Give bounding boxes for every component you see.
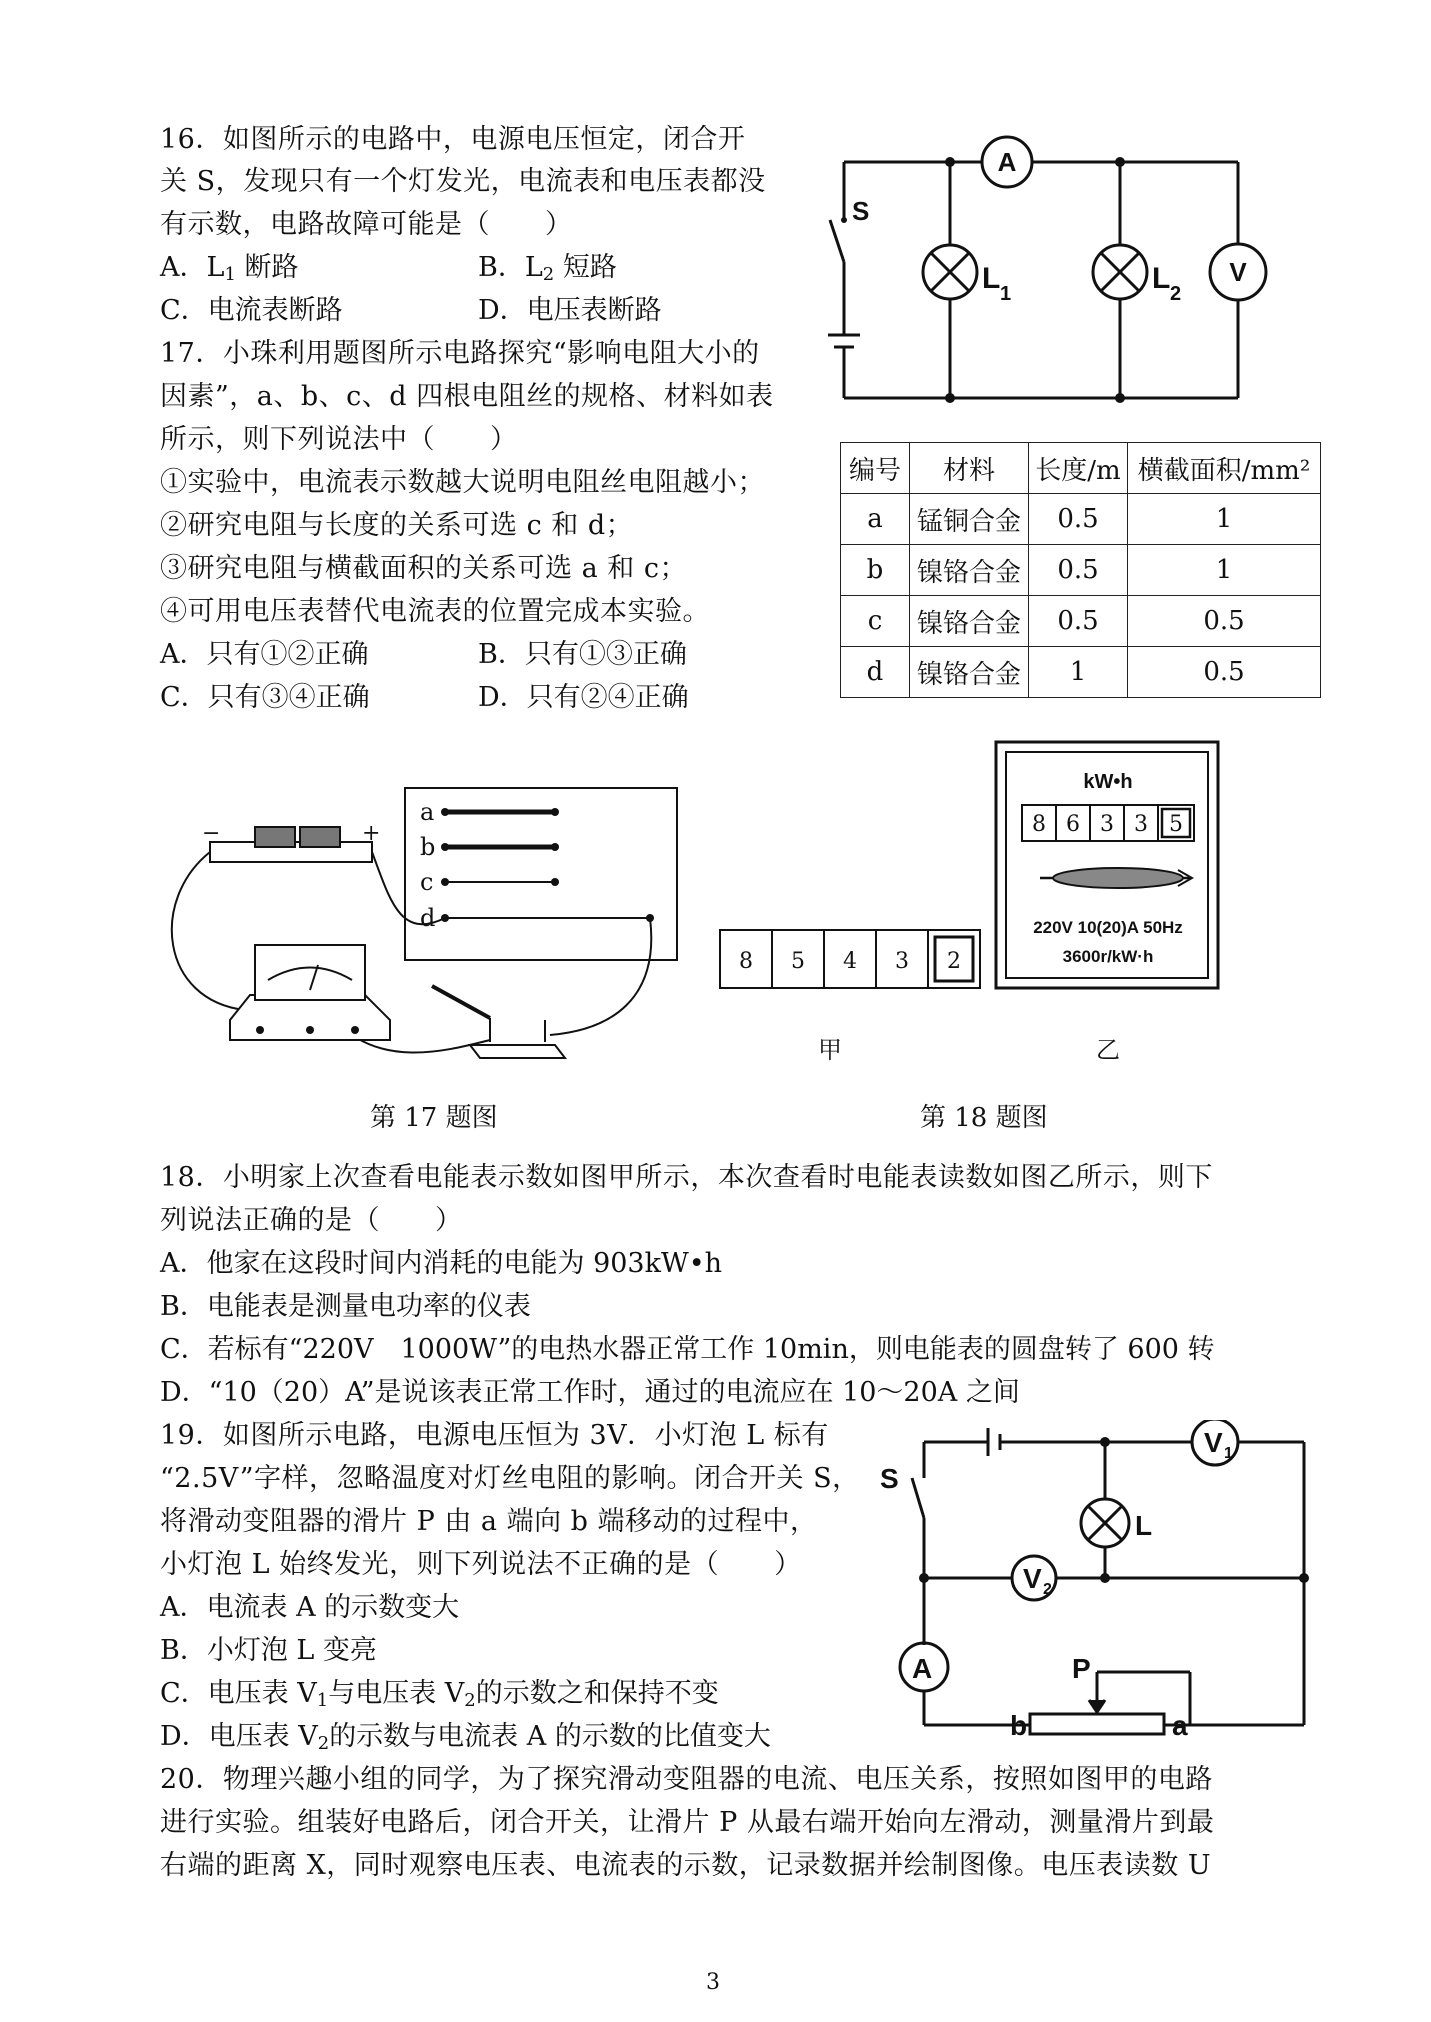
q16-line-3: 有示数，电路故障可能是（ ） (160, 209, 573, 240)
table-cell: 0.5 (1029, 545, 1128, 596)
table-cell: 0.5 (1128, 647, 1321, 698)
q20-line-1: 20．物理兴趣小组的同学，为了探究滑动变阻器的电流、电压关系，按照如图甲的电路 (160, 1764, 1213, 1795)
table-header: 横截面积/mm² (1128, 443, 1321, 494)
q17-fig-label-b: b (420, 833, 436, 861)
q19-circuit-diagram (860, 1420, 1320, 1740)
q16-line-1: 16．如图所示的电路中，电源电压恒定，闭合开 (160, 124, 746, 155)
q16-option-a[interactable]: A．$L_1$ 断路 (160, 252, 299, 285)
q19-end-a-label: a (1172, 1710, 1188, 1740)
q18-option-a[interactable]: A．他家在这段时间内消耗的电能为 903kW•h (160, 1248, 723, 1279)
table-cell: 1 (1029, 647, 1128, 698)
jia-digit: 5 (791, 949, 805, 974)
q19-end-b-label: b (1010, 1710, 1028, 1740)
table-header: 材料 (910, 443, 1029, 494)
q16-option-b[interactable]: B．$L_2$ 短路 (478, 252, 617, 285)
table-cell: 1 (1128, 545, 1321, 596)
yi-digit: 3 (1134, 812, 1148, 837)
q19-line-4: 小灯泡 L 始终发光，则下列说法不正确的是（ ） (160, 1549, 802, 1580)
q20-line-3: 右端的距离 X，同时观察电压表、电流表的示数，记录数据并绘制图像。电压表读数 U (160, 1850, 1212, 1881)
meter-rev: 3600r/kW·h (1062, 947, 1154, 966)
q17-statement-4: ④可用电压表替代电流表的位置完成本实验。 (160, 596, 710, 627)
table-cell: a (841, 494, 910, 545)
q19-line-1: 19．如图所示电路，电源电压恒为 3V．小灯泡 L 标有 (160, 1420, 829, 1451)
meter-unit: kW•h (1083, 771, 1133, 793)
q17-statement-3: ③研究电阻与横截面积的关系可选 a 和 c； (160, 553, 687, 584)
q17-option-b[interactable]: B．只有①③正确 (478, 639, 687, 670)
q19-ammeter-label: A (912, 1653, 933, 1684)
q17-fig-label-d: d (420, 904, 436, 932)
q18-option-b[interactable]: B．电能表是测量电功率的仪表 (160, 1291, 531, 1322)
q16-ammeter-label: A (997, 147, 1017, 177)
yi-digit: 8 (1032, 812, 1046, 837)
page-number: 3 (706, 1970, 720, 1995)
q19-option-d[interactable]: D．电压表 $V_2$的示数与电流表 A 的示数的比值变大 (160, 1721, 771, 1754)
q17-option-d[interactable]: D．只有②④正确 (478, 682, 689, 713)
table-row (841, 545, 1321, 596)
table-cell: 镍铬合金 (910, 647, 1029, 698)
q17-statement-1: ①实验中，电流表示数越大说明电阻丝电阻越小； (160, 467, 765, 498)
q17-spec-table (840, 442, 1321, 698)
yi-digit: 5 (1169, 812, 1183, 837)
table-cell: d (841, 647, 910, 698)
label-yi: 乙 (1096, 1036, 1120, 1064)
q16-lamp1-label: L (982, 262, 1001, 295)
q18-fig-caption: 第 18 题图 (920, 1103, 1048, 1133)
meter-rating: 220V 10(20)A 50Hz (1033, 918, 1183, 937)
q20-line-2: 进行实验。组装好电路后，闭合开关，让滑片 P 从最右端开始向左滑动，测量滑片到最 (160, 1807, 1215, 1838)
table-row (841, 647, 1321, 698)
q19-v2-sub: 2 (1043, 1581, 1052, 1598)
table-cell: 锰铜合金 (910, 494, 1029, 545)
q16-voltmeter-label: V (1229, 257, 1247, 287)
q19-lamp-label: L (1135, 1510, 1153, 1541)
q17-fig-label-c: c (420, 868, 434, 896)
q17-line-1: 17．小珠利用题图所示电路探究“影响电阻大小的 (160, 338, 760, 369)
q18-line-1: 18．小明家上次查看电能表示数如图甲所示，本次查看时电能表读数如图乙所示，则下 (160, 1162, 1213, 1193)
q17-fig-label-a: a (420, 798, 435, 826)
q19-option-b[interactable]: B．小灯泡 L 变亮 (160, 1635, 377, 1666)
q17-option-c[interactable]: C．只有③④正确 (160, 682, 370, 713)
q17-line-2: 因素”，a、b、c、d 四根电阻丝的规格、材料如表 (160, 381, 774, 412)
yi-digit: 6 (1066, 812, 1080, 837)
q19-line-3: 将滑动变阻器的滑片 P 由 a 端向 b 端移动的过程中， (160, 1506, 818, 1537)
q17-fig-caption: 第 17 题图 (370, 1103, 498, 1133)
jia-digit: 8 (739, 949, 753, 974)
q16-option-d[interactable]: D．电压表断路 (478, 295, 662, 326)
table-header: 长度/m (1029, 443, 1128, 494)
q17-option-a[interactable]: A．只有①②正确 (160, 639, 369, 670)
q18-line-2: 列说法正确的是（ ） (160, 1205, 463, 1236)
q17-statement-2: ②研究电阻与长度的关系可选 c 和 d； (160, 510, 634, 541)
q19-v1-label: V (1204, 1427, 1223, 1458)
jia-digit: 2 (947, 949, 961, 974)
table-cell: 0.5 (1029, 596, 1128, 647)
table-cell: 1 (1128, 494, 1321, 545)
table-row (841, 596, 1321, 647)
q19-option-c[interactable]: C．电压表 $V_1$与电压表 $V_2$的示数之和保持不变 (160, 1678, 719, 1711)
table-row (841, 494, 1321, 545)
table-cell: 镍铬合金 (910, 545, 1029, 596)
q16-lamp2-sub: 2 (1170, 283, 1182, 305)
q17-line-3: 所示，则下列说法中（ ） (160, 424, 518, 455)
q19-option-a[interactable]: A．电流表 A 的示数变大 (160, 1592, 460, 1623)
q19-switch-label: S (880, 1463, 899, 1494)
q16-lamp1-sub: 1 (1000, 283, 1012, 305)
jia-digit: 4 (843, 949, 857, 974)
q19-v2-label: V (1023, 1563, 1042, 1594)
q17-apparatus-figure (150, 780, 690, 1090)
q17-battery-minus: − (202, 821, 221, 846)
table-header: 编号 (841, 443, 910, 494)
q18-option-d[interactable]: D．“10（20）A”是说该表正常工作时，通过的电流应在 10～20A 之间 (160, 1377, 1020, 1408)
q18-option-c[interactable]: C．若标有“220V 1000W”的电热水器正常工作 10min，则电能表的圆盘转了 600 转 (160, 1334, 1215, 1365)
table-cell: b (841, 545, 910, 596)
q17-battery-plus: + (362, 821, 381, 846)
table-cell: 0.5 (1029, 494, 1128, 545)
table-cell: 镍铬合金 (910, 596, 1029, 647)
q18-meter-figures (700, 740, 1240, 1080)
q16-lamp2-label: L (1152, 262, 1171, 295)
table-header-row (841, 443, 1321, 494)
q16-option-c[interactable]: C．电流表断路 (160, 295, 343, 326)
q16-circuit-diagram (820, 120, 1310, 410)
label-jia: 甲 (818, 1036, 842, 1064)
q16-line-2: 关 S，发现只有一个灯发光，电流表和电压表都没 (160, 166, 766, 197)
q19-v1-sub: 1 (1224, 1445, 1233, 1462)
q19-line-2: “2.5V”字样，忽略温度对灯丝电阻的影响。闭合开关 S， (160, 1463, 860, 1494)
yi-digit: 3 (1100, 812, 1114, 837)
q16-switch-label: S (852, 196, 870, 226)
table-cell: c (841, 596, 910, 647)
table-cell: 0.5 (1128, 596, 1321, 647)
jia-digit: 3 (895, 949, 909, 974)
q19-slider-label: P (1072, 1653, 1091, 1684)
